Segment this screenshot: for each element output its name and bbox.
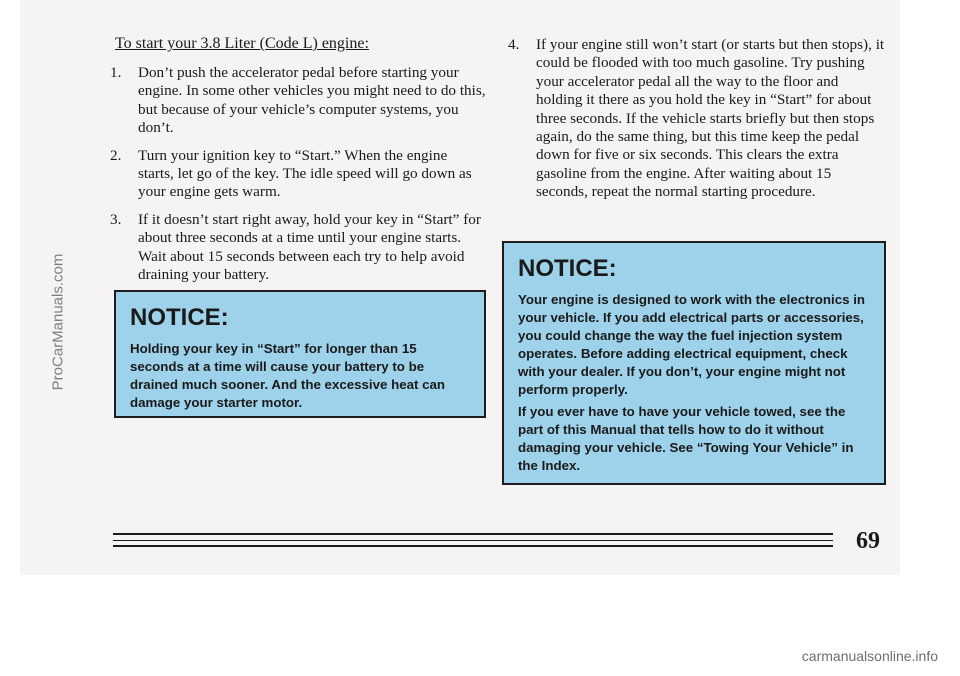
step-text: Turn your ignition key to “Start.” When the engine starts, let go of the key. The idle speed will go down as your engine gets warm.: [138, 146, 472, 201]
notice-box-battery: [114, 290, 486, 418]
watermark-side: ProCarManuals.com: [49, 253, 67, 391]
section-heading: To start your 3.8 Liter (Code L) engine:: [115, 35, 369, 52]
step-number: 2.: [110, 146, 122, 164]
step-number: 1.: [110, 64, 122, 81]
page-number: 69: [856, 528, 880, 554]
watermark-bottom: carmanualsonline.info: [801, 648, 938, 664]
notice-paragraph-2: If you ever have to have your vehicle towed, see the part of this Manual that tells how to do it without damaging your vehicle. See “Towing Your Vehicle” in the Index.: [518, 404, 854, 473]
footer-rule: [113, 545, 833, 547]
notice-text: Holding your key in “Start” for longer than 15 seconds at a time will cause your battery to be drained much sooner. And the excessive heat can damage your starter motor.: [130, 341, 446, 410]
notice-box-electronics: [502, 241, 886, 485]
step-text: Don’t push the accelerator pedal before starting your engine. In some other vehicles you might need to do this, but because of your vehicle’s computer systems, you don’t.: [138, 64, 486, 137]
step-text: If your engine still won’t start (or starts but then stops), it could be flooded with too much gasoline. Try pushing your accelerator pedal all the way to the floor and holding it there as you hold the key in “Start” for about three seconds. If the vehicle starts briefly but then stops again, do the same thing, but this time keep the pedal down for five or six seconds. This clears the extra gasoline from the engine. After waiting about 15 seconds, repeat the normal starting procedure.: [536, 36, 885, 201]
left-column: [110, 64, 486, 293]
step-number: 3.: [110, 210, 122, 228]
notice-title: NOTICE:: [130, 304, 229, 331]
step-1: [110, 64, 486, 138]
footer-rule: [113, 533, 833, 535]
step-text: If it doesn’t start right away, hold your key in “Start” for about three seconds at a time until your engine starts. Wait about 15 seconds between each try to help avoid draining your battery.: [138, 210, 481, 284]
step-number: 4.: [508, 36, 520, 53]
notice-paragraph-1: Your engine is designed to work with the electronics in your vehicle. If you add electrical parts or accessories, you could change the way the fuel injection system operates. Before adding electrical equipment, check with your dealer. If you don’t, your engine might not perform properly.: [518, 292, 866, 397]
step-4: [508, 36, 886, 202]
step-3: [110, 211, 486, 285]
step-2: [110, 147, 486, 202]
notice-title: NOTICE:: [518, 255, 617, 282]
footer-rule: [113, 540, 833, 541]
right-column: [508, 36, 886, 211]
